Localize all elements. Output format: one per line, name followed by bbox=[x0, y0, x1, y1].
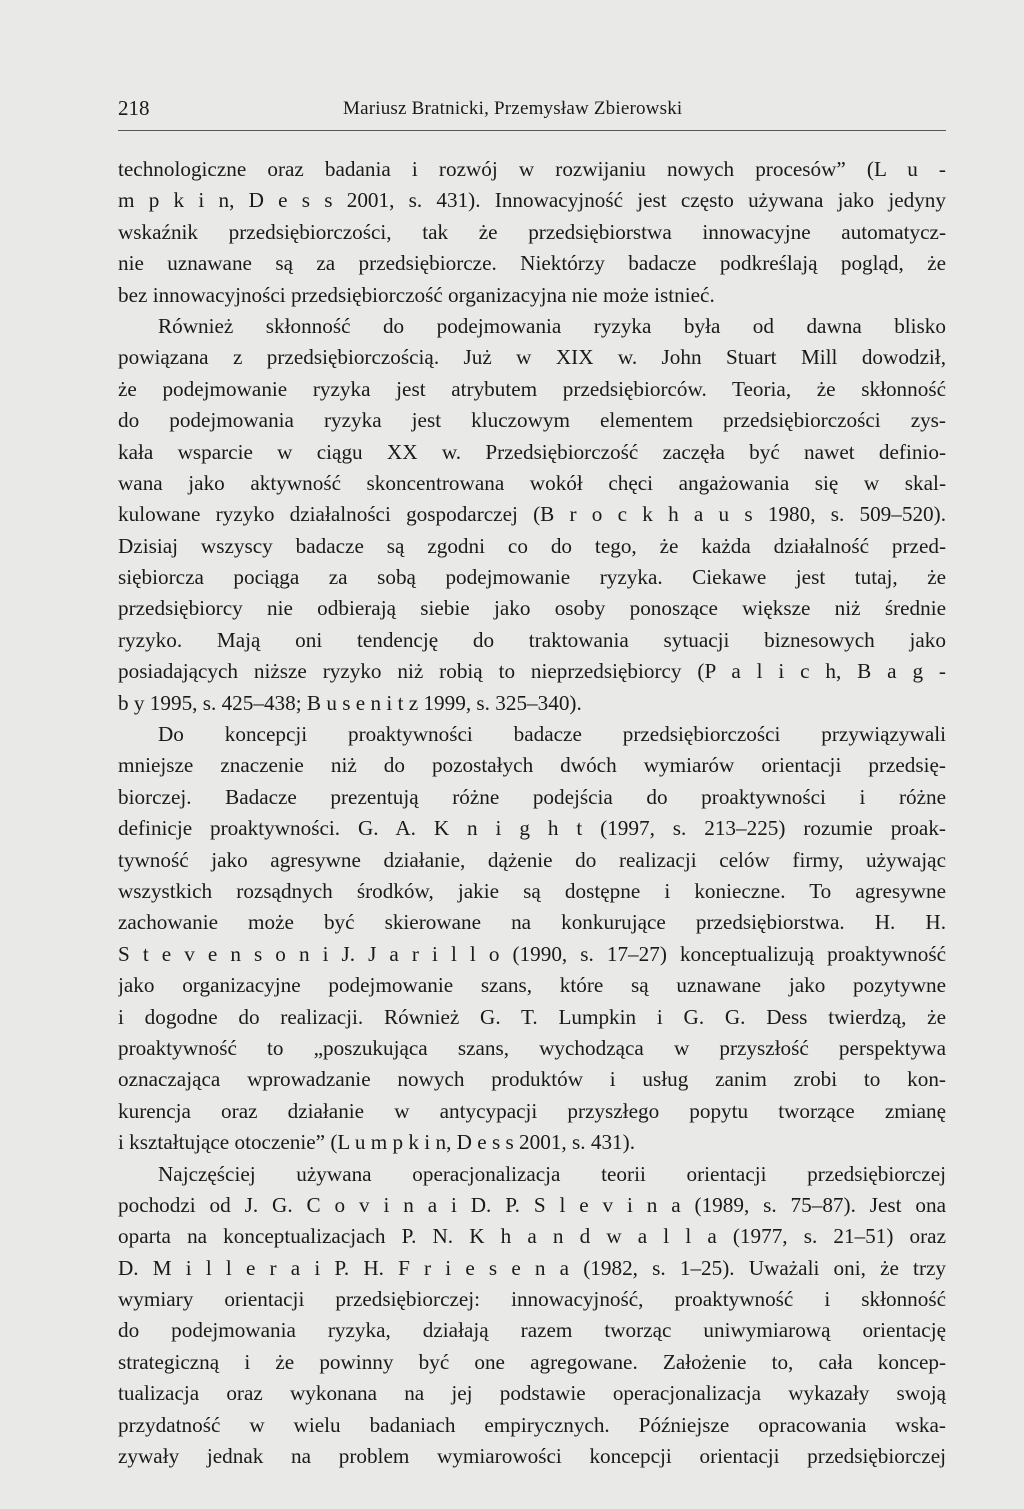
text-line: i kształtujące otoczenie” (L u m p k i n, D e s s 2001, s. 431). bbox=[118, 1130, 636, 1155]
text-line: kulowane ryzyko działalności gospodarczej (B r o c k h a u s 1980, s. 509–520). bbox=[118, 502, 946, 527]
text-line: Dzisiaj wszyscy badacze są zgodni co do tego, że każda działalność przed- bbox=[118, 533, 946, 558]
text-line: Do koncepcji proaktywności badacze przedsiębiorczości przywiązywali bbox=[158, 722, 946, 747]
text-line: do podejmowania ryzyka jest kluczowym elementem przedsiębiorczości zys- bbox=[118, 408, 946, 433]
text-line: pochodzi od J. G. C o v i n a i D. P. S l e v i n a (1989, s. 75–87). Jest ona bbox=[118, 1192, 946, 1217]
text-line: kała wsparcie w ciągu XX w. Przedsiębiorczość zaczęła być nawet definio- bbox=[118, 439, 946, 464]
text-line: kurencja oraz działanie w antycypacji przyszłego popytu tworzące zmianę bbox=[118, 1098, 946, 1123]
text-line: proaktywność to „poszukująca szans, wychodząca w przyszłość perspektywa bbox=[118, 1035, 946, 1060]
text-line: tywność jako agresywne działanie, dążenie do realizacji celów firmy, używając bbox=[118, 847, 946, 872]
text-line: ryzyko. Mają oni tendencję do traktowania sytuacji biznesowych jako bbox=[118, 627, 946, 652]
text-line: strategiczną i że powinny być one agregowane. Założenie to, cała koncep- bbox=[118, 1349, 946, 1374]
header-rule bbox=[118, 130, 946, 131]
text-line: tualizacja oraz wykonana na jej podstawie operacjonalizacja wykazały swoją bbox=[118, 1381, 946, 1406]
text-line: przydatność w wielu badaniach empirycznych. Późniejsze opracowania wska- bbox=[118, 1412, 946, 1437]
text-line: technologiczne oraz badania i rozwój w rozwijaniu nowych procesów” (L u - bbox=[118, 157, 946, 181]
page-header bbox=[118, 96, 946, 128]
text-line: zywały jednak na problem wymiarowości koncepcji orientacji przedsiębiorczej bbox=[118, 1444, 946, 1469]
text-line: i dogodne do realizacji. Również G. T. Lumpkin i G. G. Dess twierdzą, że bbox=[118, 1004, 946, 1029]
running-head: Mariusz Bratnicki, Przemysław Zbierowski bbox=[343, 98, 683, 119]
text-line: powiązana z przedsiębiorczością. Już w XIX w. John Stuart Mill dowodził, bbox=[118, 345, 946, 370]
text-line: wana jako aktywność skoncentrowana wokół chęci angażowania się w skal- bbox=[118, 470, 946, 495]
text-line: mniejsze znaczenie niż do pozostałych dwóch wymiarów orientacji przedsię- bbox=[118, 753, 946, 778]
text-line: m p k i n, D e s s 2001, s. 431). Innowacyjność jest często używana jako jedyny bbox=[118, 188, 946, 213]
text-line: wskaźnik przedsiębiorczości, tak że przedsiębiorstwa innowacyjne automatycz- bbox=[118, 219, 946, 244]
text-line: przedsiębiorcy nie odbierają siebie jako osoby ponoszące większe niż średnie bbox=[118, 596, 946, 621]
text-line: Najczęściej używana operacjonalizacja teorii orientacji przedsiębiorczej bbox=[158, 1161, 946, 1186]
body-text bbox=[118, 154, 946, 1472]
text-line: do podejmowania ryzyka, działają razem tworząc uniwymiarową orientację bbox=[118, 1318, 946, 1343]
text-line: Również skłonność do podejmowania ryzyka była od dawna blisko bbox=[158, 313, 946, 338]
text-line: oznaczająca wprowadzanie nowych produktów i usług zanim zrobi to kon- bbox=[118, 1067, 946, 1092]
text-line: siębiorcza pociąga za sobą podejmowanie ryzyka. Ciekawe jest tutaj, że bbox=[118, 565, 946, 590]
text-line: S t e v e n s o n i J. J a r i l l o (1990, s. 17–27) konceptualizują proaktywność bbox=[118, 941, 946, 966]
text-line: że podejmowanie ryzyka jest atrybutem przedsiębiorców. Teoria, że skłonność bbox=[118, 376, 946, 401]
text-line: D. M i l l e r a i P. H. F r i e s e n a (1982, s. 1–25). Uważali oni, że trzy bbox=[118, 1255, 946, 1280]
text-line: posiadających niższe ryzyko niż robią to nieprzedsiębiorcy (P a l i c h, B a g - bbox=[118, 659, 946, 684]
text-line: wszystkich rozsądnych środków, jakie są dostępne i konieczne. To agresywne bbox=[118, 878, 946, 903]
text-line: zachowanie może być skierowane na konkurujące przedsiębiorstwa. H. H. bbox=[118, 910, 946, 935]
text-line: bez innowacyjności przedsiębiorczość organizacyjna nie może istnieć. bbox=[118, 282, 715, 307]
text-line: b y 1995, s. 425–438; B u s e n i t z 1999, s. 325–340). bbox=[118, 690, 582, 715]
text-line: definicje proaktywności. G. A. K n i g h t (1997, s. 213–225) rozumie proak- bbox=[118, 816, 946, 841]
text-line: nie uznawane są za przedsiębiorcze. Niektórzy badacze podkreślają pogląd, że bbox=[118, 251, 946, 276]
text-line: jako organizacyjne podejmowanie szans, które są uznawane jako pozytywne bbox=[118, 973, 946, 998]
page-number: 218 bbox=[118, 96, 150, 120]
text-line: biorczej. Badacze prezentują różne podejścia do proaktywności i różne bbox=[118, 784, 946, 809]
text-line: wymiary orientacji przedsiębiorczej: innowacyjność, proaktywność i skłonność bbox=[118, 1287, 946, 1312]
text-line: oparta na konceptualizacjach P. N. K h a n d w a l l a (1977, s. 21–51) oraz bbox=[118, 1224, 946, 1249]
